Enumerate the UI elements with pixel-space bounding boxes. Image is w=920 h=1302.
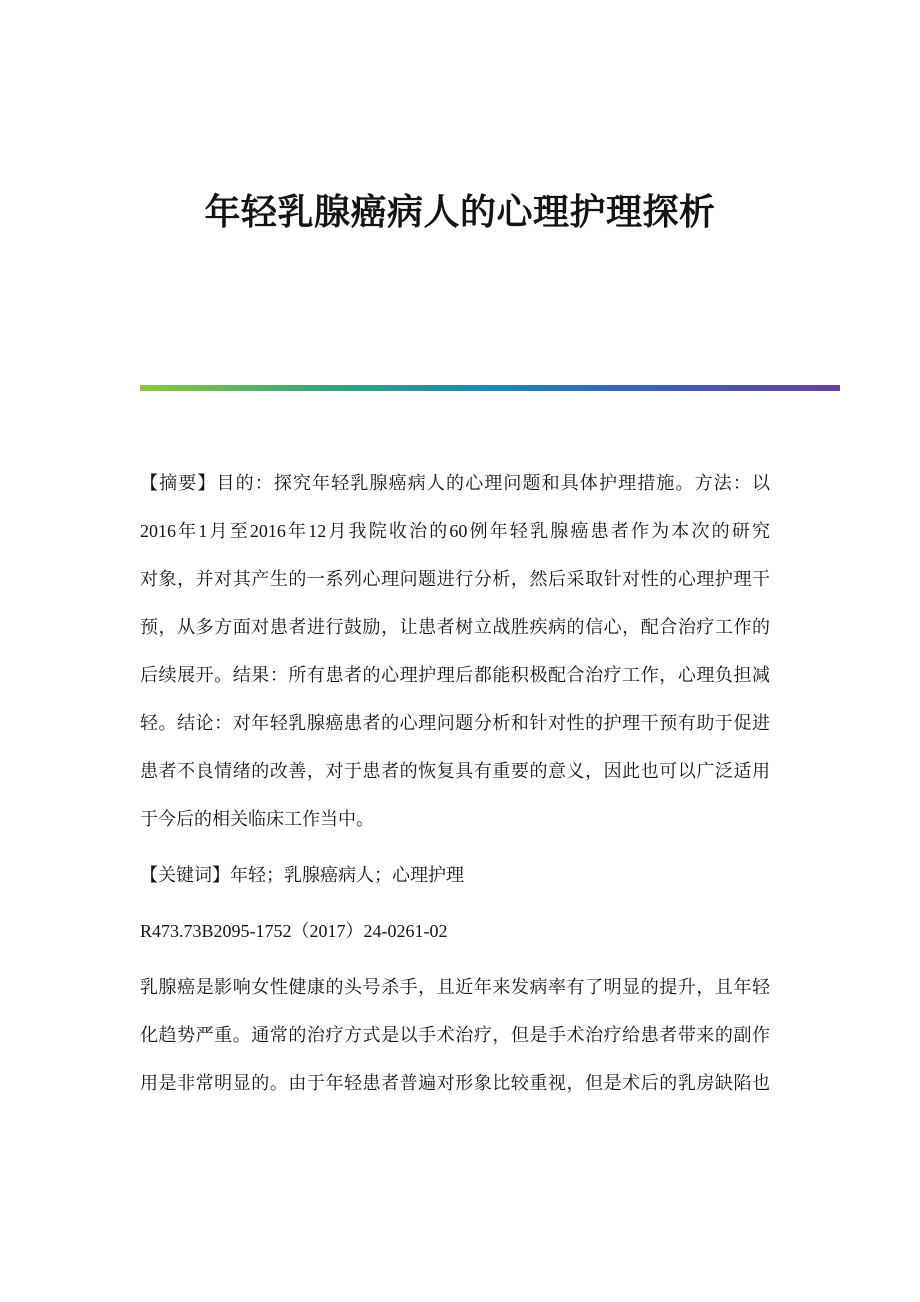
abstract-line: 2016年1月至2016年12月我院收治的60例年轻乳腺癌患者作为本次的研究 (140, 521, 770, 541)
abstract-line: 患者不良情绪的改善，对于患者的恢复具有重要的意义，因此也可以广泛适用 (140, 761, 770, 781)
body-paragraph (140, 963, 770, 1107)
abstract-line: 后续展开。结果：所有患者的心理护理后都能积极配合治疗工作，心理负担减 (140, 665, 770, 685)
abstract-line: 于今后的相关临床工作当中。 (140, 809, 374, 829)
keywords-line: 【关键词】年轻；乳腺癌病人；心理护理 (140, 865, 464, 885)
classification-code-line: R473.73B2095-1752（2017）24-0261-02 (140, 921, 448, 941)
body-line: 化趋势严重。通常的治疗方式是以手术治疗，但是手术治疗给患者带来的副作 (140, 1025, 770, 1045)
body-line: 用是非常明显的。由于年轻患者普遍对形象比较重视，但是术后的乳房缺陷也 (140, 1073, 770, 1093)
document-content (140, 459, 770, 1115)
title-divider-rule (140, 385, 840, 391)
abstract-line: 预，从多方面对患者进行鼓励，让患者树立战胜疾病的信心，配合治疗工作的 (140, 617, 770, 637)
abstract-paragraph (140, 459, 770, 843)
abstract-line: 轻。结论：对年轻乳腺癌患者的心理问题分析和针对性的护理干预有助于促进 (140, 713, 770, 733)
classification-paragraph (140, 907, 770, 955)
abstract-line: 【摘要】目的：探究年轻乳腺癌病人的心理问题和具体护理措施。方法：以 (140, 473, 770, 493)
abstract-line: 对象，并对其产生的一系列心理问题进行分析，然后采取针对性的心理护理干 (140, 569, 770, 589)
body-line: 乳腺癌是影响女性健康的头号杀手，且近年来发病率有了明显的提升，且年轻 (140, 977, 770, 997)
document-title: 年轻乳腺癌病人的心理护理探析 (204, 191, 716, 233)
keywords-paragraph (140, 851, 770, 899)
